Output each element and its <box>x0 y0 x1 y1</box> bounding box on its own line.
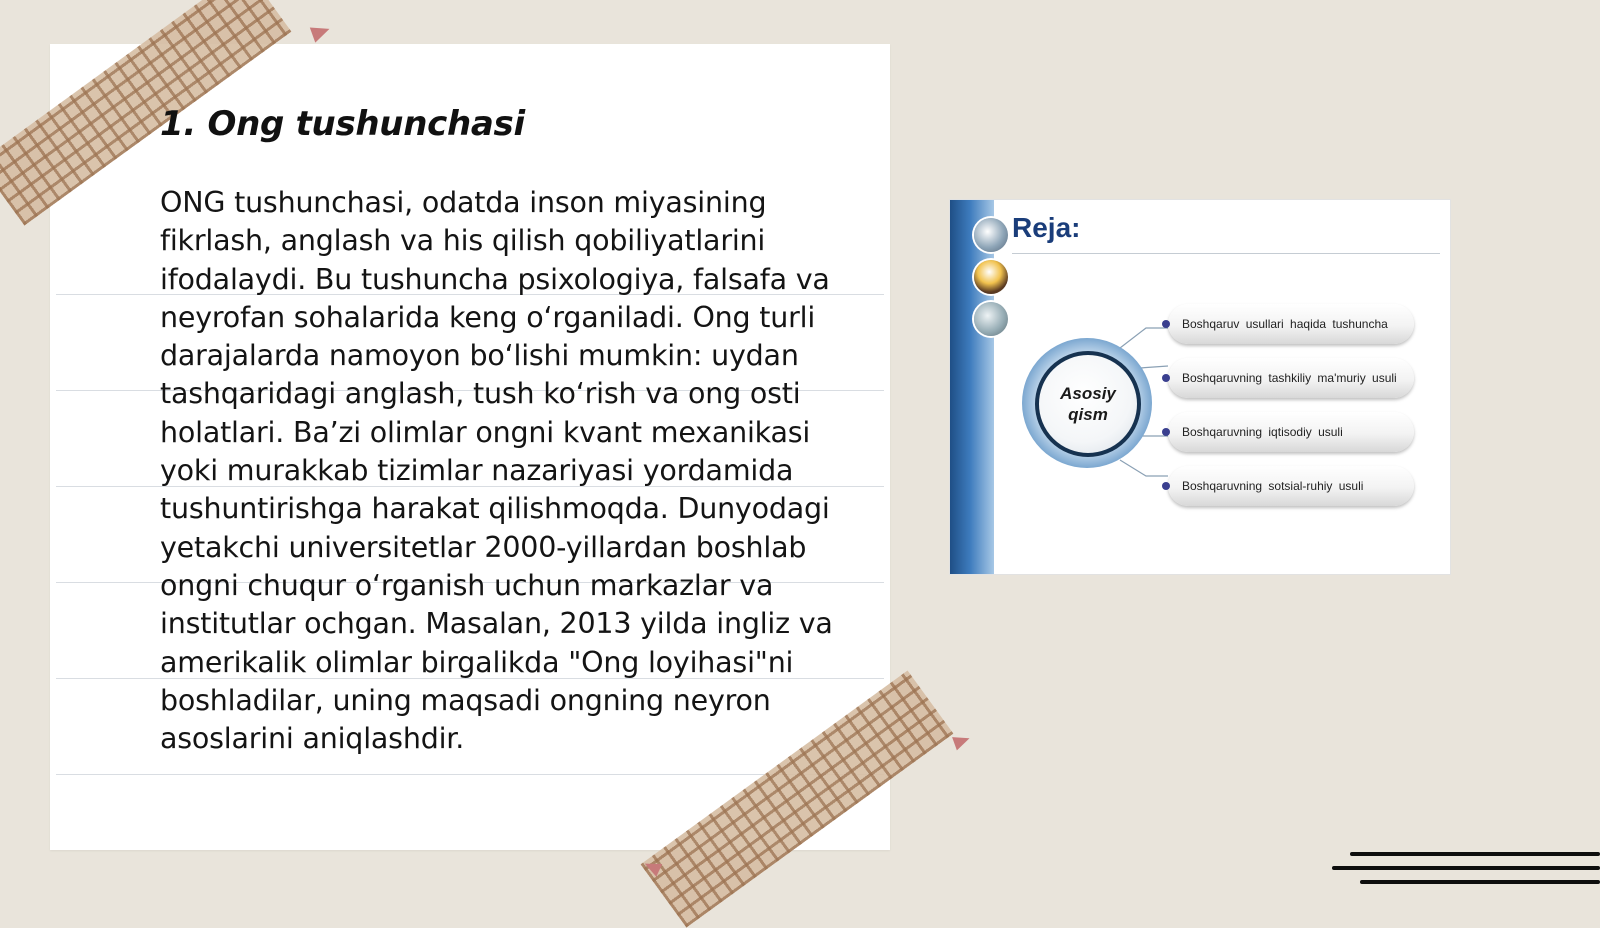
hub-label: Asosiy qism <box>1060 384 1116 424</box>
hub-circle <box>1022 338 1152 468</box>
slide-image <box>950 200 1450 574</box>
slide-heading: Reja: <box>1012 212 1081 243</box>
bullet-dot-icon <box>1162 482 1170 490</box>
page-title: 1. Ong tushunchasi <box>160 104 525 144</box>
plan-item <box>1168 358 1414 398</box>
plan-item-label: Boshqaruvning sotsial-ruhiy usuli <box>1182 479 1364 493</box>
pin-marker <box>310 21 332 42</box>
brush-stroke <box>1332 866 1600 870</box>
plan-item <box>1168 466 1414 506</box>
pin-marker <box>952 732 972 751</box>
plan-item <box>1168 304 1414 344</box>
plan-item <box>1168 412 1414 452</box>
paper-rule-line <box>56 774 884 775</box>
plan-item-label: Boshqaruv usullari haqida tushuncha <box>1182 317 1388 331</box>
bullet-dot-icon <box>1162 374 1170 382</box>
plan-item-label: Boshqaruvning iqtisodiy usuli <box>1182 425 1343 439</box>
brush-stroke <box>1360 880 1600 884</box>
body-paragraph: ONG tushunchasi, odatda inson miyasining fikrlash, anglash va his qilish qobiliyatlarini ifodalaydi. Bu tushuncha psixologiya, falsafa va neyrofan sohalarida keng o‘rganiladi. Ong turli darajalarda namoyon bo‘lishi mumkin: uydan tashqaridagi anglash, tush ko‘rish va ong osti holatlari. Ba’zi olimlar ongni kvant mexanikasi yoki murakkab tizimlar nazariyasi yordamida tushuntirishga harakat qilishmoqda. Dunyodagi yetakchi universitetlar 2000-yillardan boshlab ongni chuqur o‘rganish uchun markazlar va institutlar ochgan. Masalan, 2013 yilda ingliz va amerikalik olimlar birgalikda "Ong loyihasi"ni boshladilar, uning maqsadi ongning neyron asoslarini aniqlashdir. <box>160 186 833 756</box>
bullet-dot-icon <box>1162 428 1170 436</box>
brush-stroke <box>1350 852 1600 856</box>
hub-inner <box>1035 351 1141 457</box>
bullet-dot-icon <box>1162 320 1170 328</box>
plan-item-label: Boshqaruvning tashkiliy ma'muriy usuli <box>1182 371 1397 385</box>
